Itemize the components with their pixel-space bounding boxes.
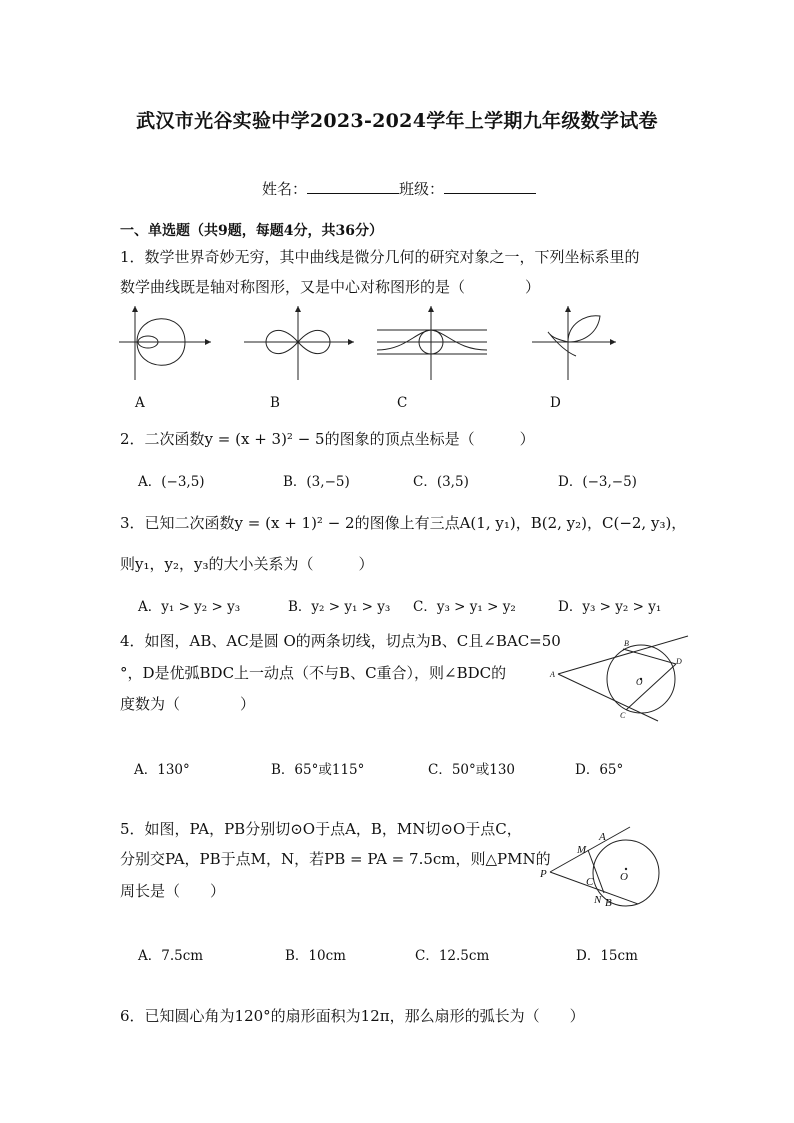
q2-option-d[interactable]: D．(−3,−5) [558, 474, 637, 490]
q5-line2: 分别交PA，PB于点M，N，若PB = PA = 7.5cm，则△PMN的 [120, 850, 551, 868]
q1-figure-b [240, 302, 360, 382]
q1-label-c: C [397, 395, 408, 411]
q2-option-b[interactable]: B．(3,−5) [283, 474, 350, 490]
q1-line2: 数学曲线既是轴对称图形，又是中心对称图形的是（ ） [120, 278, 541, 296]
q6-text: 6．已知圆心角为120°的扇形面积为12π，那么扇形的弧长为（ ） [120, 1007, 585, 1025]
q4-line3: 度数为（ ） [120, 695, 256, 713]
student-info [262, 178, 536, 199]
q4-line2: °，D是优弧BDC上一动点（不与B、C重合），则∠BDC的 [120, 664, 507, 682]
q5-line3: 周长是（ ） [120, 882, 226, 900]
class-label: 班级： [399, 180, 445, 198]
q5-label-c: C [586, 876, 594, 888]
q4-label-o: O [636, 677, 643, 687]
q3-option-a[interactable]: A．y₁ > y₂ > y₃ [138, 599, 241, 615]
q3-option-b[interactable]: B．y₂ > y₁ > y₃ [288, 599, 391, 615]
q4-option-a[interactable]: A．130° [134, 762, 190, 778]
q5-label-m: M [577, 844, 587, 856]
q4-option-d[interactable]: D．65° [575, 762, 624, 778]
q1-figure-a [115, 302, 215, 382]
q5-label-a: A [599, 831, 606, 843]
q1-label-d: D [550, 395, 561, 411]
class-blank[interactable] [444, 179, 536, 194]
q4-line1: 4．如图，AB、AC是圆 O的两条切线，切点为B、C且∠BAC=50 [120, 632, 561, 650]
q3-line1: 3．已知二次函数y = (x + 1)² − 2的图像上有三点A(1, y₁)，B(2, y₂)，C(−2, y₃)， [120, 514, 687, 532]
q5-label-n: N [594, 894, 602, 906]
q4-figure [548, 628, 688, 728]
section-heading: 一、单选题（共9题，每题4分，共36分） [120, 223, 383, 239]
q1-label-b: B [270, 395, 280, 411]
name-blank[interactable] [307, 179, 399, 194]
q4-label-b: B [624, 639, 629, 648]
q5-label-b: B [605, 897, 612, 909]
q4-label-c: C [620, 711, 626, 720]
q3-line2: 则y₁，y₂，y₃的大小关系为（ ） [120, 555, 374, 573]
q4-label-d: D [676, 657, 682, 666]
q5-option-b[interactable]: B．10cm [285, 948, 346, 964]
page-title: 武汉市光谷实验中学2023-2024学年上学期九年级数学试卷 [136, 110, 658, 132]
q1-figure-d [530, 302, 620, 382]
q3-option-d[interactable]: D．y₃ > y₂ > y₁ [558, 599, 662, 615]
q1-figure-c [375, 302, 490, 382]
q4-option-b[interactable]: B．65°或115° [271, 762, 365, 778]
q5-line1: 5．如图，PA，PB分别切⊙O于点A，B，MN切⊙O于点C， [120, 820, 522, 838]
q4-label-a: A [550, 670, 555, 679]
q1-label-a: A [135, 395, 145, 411]
q4-option-c[interactable]: C．50°或130 [428, 762, 516, 778]
q5-figure [538, 822, 668, 912]
q5-label-o: O [620, 871, 628, 883]
name-label: 姓名： [262, 180, 308, 198]
q5-label-p: P [540, 868, 547, 880]
q1-line1: 1．数学世界奇妙无穷，其中曲线是微分几何的研究对象之一，下列坐标系里的 [120, 248, 640, 266]
q5-option-c[interactable]: C．12.5cm [415, 948, 490, 964]
q2-text: 2．二次函数y = (x + 3)² − 5的图象的顶点坐标是（ ） [120, 430, 535, 448]
q2-option-a[interactable]: A．(−3,5) [138, 474, 205, 490]
q5-option-a[interactable]: A．7.5cm [138, 948, 204, 964]
q3-option-c[interactable]: C．y₃ > y₁ > y₂ [413, 599, 516, 615]
q2-option-c[interactable]: C．(3,5) [413, 474, 469, 490]
q5-option-d[interactable]: D．15cm [576, 948, 638, 964]
